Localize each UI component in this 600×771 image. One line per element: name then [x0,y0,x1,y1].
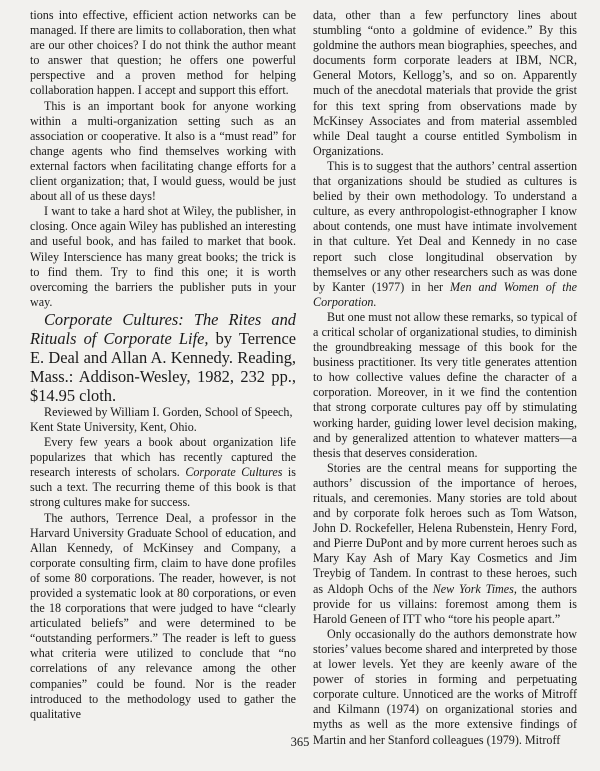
book-title: Corporate Cultures: The Rites and Rituals of Corporate Life, [30,309,296,348]
body-paragraph [30,435,296,510]
right-column [313,8,577,748]
reviewer-line: Reviewed by William I. Gorden, School of Speech, Kent State University, Kent, Ohio. [30,404,293,434]
italic-title: Corporate Cultures [185,465,283,480]
body-paragraph [313,159,577,310]
body-paragraph: This is an important book for anyone working within a multi-organization setting such as an association or cooperative. It also is a “must read” for change agents who find themselves working with external factors when facilitating change efforts for a client organization; that, I would guess, would be just about all of us these days! [30,98,296,204]
italic-title: Men and Women of the Corporation. [313,279,577,309]
body-paragraph: But one must not allow these remarks, so typical of a critical scholar of organizational studies, to diminish the groundbreaking message of this book for the business practitioner. Its very title generates attention to how collective values define the character of a corporation. Moreover, in it we find the contention that strong corporate cultures pay off by stimulating working harder, guiding lower level decision making, and by generalized attention to whatever matters—a thesis that deserves consideration. [313,309,577,460]
body-paragraph: tions into effective, efficient action networks can be managed. If there are limits to collaboration, then what are our other choices? I do not think the author meant to answer that question; he offers one powerful perspective and a proven method for helping collaboration happen. I accept and support this effort. [30,8,296,98]
review-heading [30,310,296,405]
text-run: is such a text. The recurring theme of this book is that strong cultures make for success. [30,465,296,510]
body-paragraph [313,461,577,627]
body-paragraph: The authors, Terrence Deal, a professor in the Harvard University Graduate School of education, and Allan Kennedy, of McKinsey and Company, a corporate consulting firm, claim to have done profiles of some 80 corporations. The reader, however, is not provided a systematic look at 80 corporations, or even the 18 corporations that were judged to have “clearly articulated beliefs” and were determined to be “outstanding performers.” The reader is left to guess what criteria were utilized to conclude that “no correlations of any relevance among the other companies” could be found. Nor is the reader introduced to the methodology used to gather the qualitative [30,510,296,721]
body-paragraph: I want to take a hard shot at Wiley, the publisher, in closing. Once again Wiley has published an interesting and useful book, and has failed to market that book. Wiley Interscience has many great books; the trick is to find them. Try to find this one; it is worth overcoming the barriers the publisher puts in your way. [30,204,296,309]
body-paragraph: data, other than a few perfunctory lines about stumbling “onto a goldmine of evidence.” By this goldmine the authors mean biographies, speeches, and documents form corporate leaders at IBM, NCR, General Motors, Kellogg’s, and so on. Apparently much of the anecdotal materials that provide the grist for this text spring from observations made by McKinsey Associates and from material assembled while Deal taught a course entitled Symbolism in Organizations. [313,8,577,158]
italic-title: New York Times, [432,581,517,596]
text-run: Stories are the central means for supporting the authors’ discussion of the importance of heroes, rituals, and ceremonies. Many stories are told about and by corporate folk heroes such as Tom Watson, John D. Rockefeller, Helena Rubenstein, Henry Ford, and Pierre DuPont and by more current heroes such as Mary Kay Ash of Mary Kay Cosmetics and Jim Treybig of Tandem. In contrast to these heroes, such as Aldoph Ochs of the [313,460,577,596]
body-paragraph: Only occasionally do the authors demonstrate how stories’ values become shared and interpreted by those at lower levels. Yet they are keenly aware of the power of stories in forming and perpetuating corporate culture. Unnoticed are the works of Mitroff and Kilmann (1974) on organizational stories and myths as well as the more extensive findings of Martin and her Stanford colleagues (1979). Mitroff [313,626,577,747]
left-column [30,8,296,722]
text-run: This is to suggest that the authors’ central assertion that organizations should be studied as cultures is belied by their own methodology. To understand a culture, as every anthropologist-ethnographer I know about contends, one must have intimate involvement in that culture. Yet Deal and Kennedy in no case report such close longitudinal observation by themselves or any other researchers such as was done by Kanter (1977) in her [313,158,577,294]
text-run: the authors provide for us villains: foremost among them is Harold Geneen of ITT who “tore his people apart.” [313,581,577,626]
page-number: 365 [290,735,310,749]
book-citation: by Terrence E. Deal and Allan A. Kennedy. Reading, Mass.: Addison-Wesley, 1982, 232 pp., $14.95 cloth. [30,328,296,405]
text-run: Every few years a book about organization life popularizes that which has recently captured the research interests of scholars. [30,435,296,480]
